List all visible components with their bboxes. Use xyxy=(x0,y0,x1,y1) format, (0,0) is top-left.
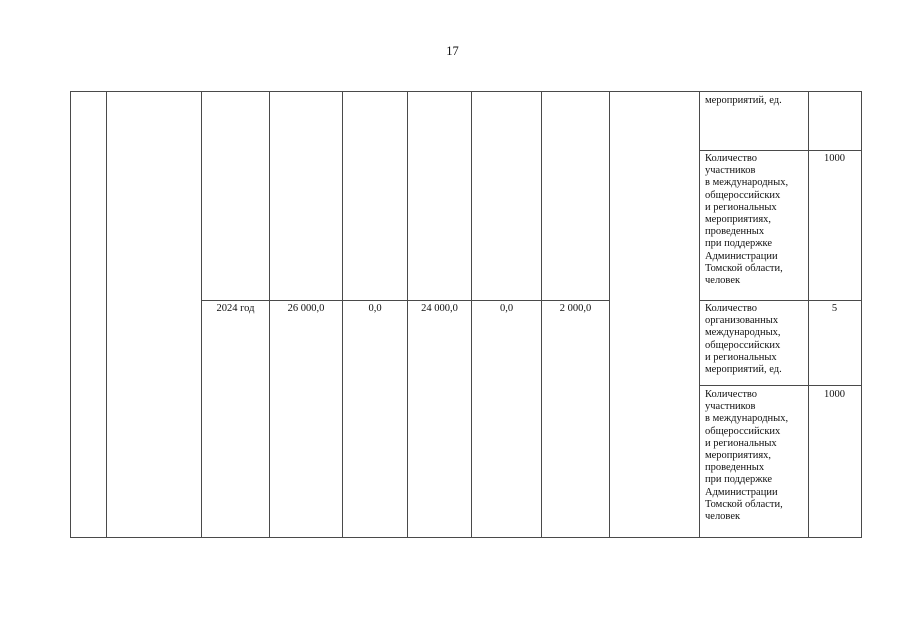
indicator-value-participants-1: 1000 xyxy=(824,153,845,164)
table-top-border xyxy=(70,91,861,92)
local-cell: 0,0 xyxy=(499,303,514,314)
regional-cell: 24 000,0 xyxy=(421,303,458,314)
total-cell: 26 000,0 xyxy=(287,303,325,314)
indicator-divider xyxy=(699,150,861,151)
table-bottom-border xyxy=(70,537,861,538)
col-border xyxy=(861,91,862,538)
indicator-value-participants-2: 1000 xyxy=(824,389,845,400)
row-divider-2024 xyxy=(201,300,610,301)
indicator-participants-1: Количество участников в международных, общероссийских и региональных мероприятиях, проведенных при поддержке Администрации Томской области, человек xyxy=(705,153,789,287)
indicator-divider xyxy=(699,385,861,386)
federal-cell: 0,0 xyxy=(368,303,382,314)
indicator-divider xyxy=(699,300,861,301)
col-border xyxy=(106,91,107,538)
year-cell: 2024 год xyxy=(216,303,255,314)
page-number: 17 xyxy=(446,44,459,58)
col-border xyxy=(70,91,71,538)
indicator-participants-2: Количество участников в международных, общероссийских и региональных мероприятиях, проведенных при поддержке Администрации Томской области, человек xyxy=(705,389,789,523)
other-cell: 2 000,0 xyxy=(559,303,592,314)
indicator-value-events: 5 xyxy=(831,303,838,314)
indicator-top-tail: мероприятий, ед. xyxy=(705,95,782,106)
col-border xyxy=(699,91,700,538)
indicator-events: Количество организованных международных, общероссийских и региональных мероприятий, ед. xyxy=(705,303,782,376)
